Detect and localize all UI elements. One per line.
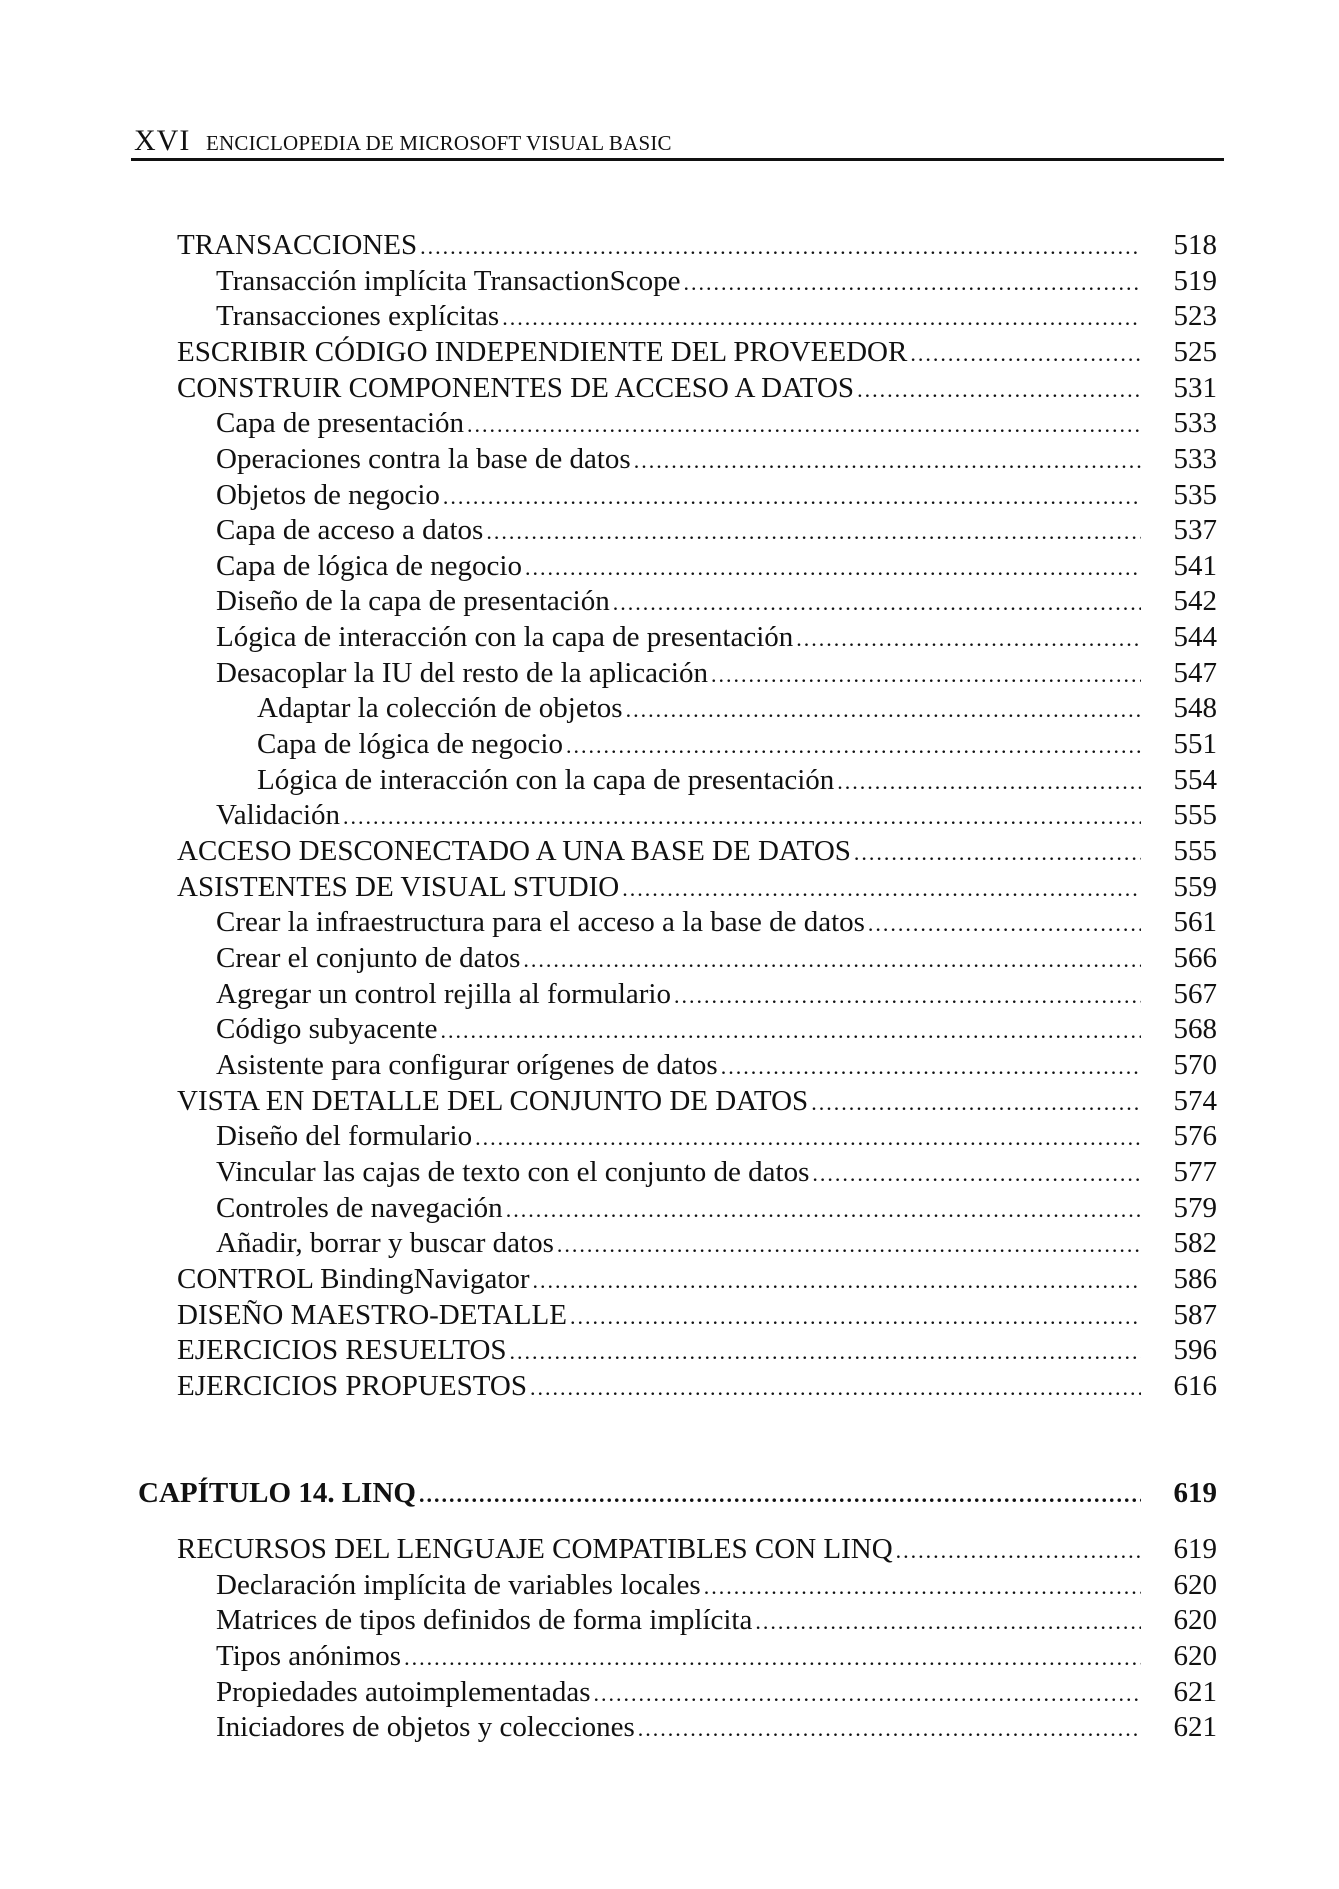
toc-entry-label: Añadir, borrar y buscar datos — [216, 1227, 554, 1259]
toc-entry — [177, 370, 1217, 406]
dot-leader — [721, 1049, 1141, 1085]
toc-entry-label: Agregar un control rejilla al formulario — [216, 978, 671, 1010]
toc-entry-page: 620 — [1173, 1640, 1217, 1672]
toc-entry — [216, 1154, 1217, 1190]
toc-entry-label: Desacoplar la IU del resto de la aplicación — [216, 657, 708, 689]
toc-entry-label: EJERCICIOS RESUELTOS — [177, 1334, 507, 1366]
toc-entry-page: 596 — [1173, 1334, 1217, 1366]
toc-entry-label: Transacción implícita TransactionScope — [216, 265, 681, 297]
toc-entry-label: CONSTRUIR COMPONENTES DE ACCESO A DATOS — [177, 372, 855, 404]
dot-leader — [525, 550, 1141, 586]
dot-leader — [419, 1477, 1141, 1513]
toc-entry-label: Capa de lógica de negocio — [216, 550, 522, 582]
toc-entry-page: 568 — [1173, 1013, 1217, 1045]
dot-leader — [557, 1227, 1141, 1263]
dot-leader — [467, 407, 1141, 443]
toc-entry — [257, 726, 1217, 762]
toc-entry-page: 523 — [1173, 300, 1217, 332]
toc-entry-label: CAPÍTULO 14. LINQ — [138, 1477, 416, 1509]
running-title: ENCICLOPEDIA DE MICROSOFT VISUAL BASIC — [206, 131, 672, 155]
toc-entry-page: 586 — [1173, 1263, 1217, 1295]
toc-entry-page: 535 — [1173, 479, 1217, 511]
dot-leader — [420, 229, 1141, 265]
dot-leader — [530, 1370, 1141, 1406]
toc-entry-label: DISEÑO MAESTRO-DETALLE — [177, 1299, 567, 1331]
dot-leader — [626, 692, 1141, 728]
toc-entry-label: Diseño de la capa de presentación — [216, 585, 610, 617]
toc-entry-page: 621 — [1173, 1711, 1217, 1743]
toc-entry — [216, 940, 1217, 976]
toc-entry-label: EJERCICIOS PROPUESTOS — [177, 1370, 527, 1402]
dot-leader — [566, 728, 1141, 764]
toc-entry-page: 574 — [1173, 1085, 1217, 1117]
dot-leader — [896, 1533, 1141, 1569]
dot-leader — [857, 372, 1141, 408]
dot-leader — [674, 978, 1141, 1014]
dot-leader — [704, 1569, 1141, 1605]
toc-entry-label: Capa de lógica de negocio — [257, 728, 563, 760]
toc-entry-page: 579 — [1173, 1192, 1217, 1224]
toc-entry-page: 547 — [1173, 657, 1217, 689]
toc-entry-page: 533 — [1173, 443, 1217, 475]
toc-entry-page: 619 — [1173, 1477, 1217, 1509]
toc-entry-page: 555 — [1173, 799, 1217, 831]
toc-entry-label: Objetos de negocio — [216, 479, 440, 511]
toc-entry — [177, 869, 1217, 905]
dot-leader — [343, 799, 1141, 835]
toc-entry-label: TRANSACCIONES — [177, 229, 418, 261]
toc-entry-label: Transacciones explícitas — [216, 300, 500, 332]
dot-leader — [593, 1676, 1141, 1712]
toc-entry — [216, 1047, 1217, 1083]
dot-leader — [854, 835, 1141, 871]
toc-entry-label: ACCESO DESCONECTADO A UNA BASE DE DATOS — [177, 835, 851, 867]
toc-entry-page: 616 — [1173, 1370, 1217, 1402]
toc-entry — [216, 1225, 1217, 1261]
toc-entry-page: 544 — [1173, 621, 1217, 653]
dot-leader — [443, 479, 1141, 515]
toc-entry-label: RECURSOS DEL LENGUAJE COMPATIBLES CON LINQ — [177, 1533, 893, 1565]
toc-entry-page: 559 — [1173, 871, 1217, 903]
toc-entry — [177, 1368, 1217, 1404]
toc-entry — [216, 548, 1217, 584]
dot-leader — [622, 871, 1141, 907]
toc-entry-label: Declaración implícita de variables locales — [216, 1569, 701, 1601]
toc-entry-page: 561 — [1173, 906, 1217, 938]
toc-entry — [216, 1709, 1217, 1745]
dot-leader — [796, 621, 1141, 657]
dot-leader — [638, 1711, 1141, 1747]
toc-entry — [216, 655, 1217, 691]
toc-entry-label: Lógica de interacción con la capa de presentación — [257, 764, 835, 796]
toc-entry — [216, 1011, 1217, 1047]
toc-entry-label: Adaptar la colección de objetos — [257, 692, 623, 724]
toc-entry — [216, 976, 1217, 1012]
toc-entry-label: Crear la infraestructura para el acceso a la base de datos — [216, 906, 865, 938]
dot-leader — [812, 1156, 1141, 1192]
dot-leader — [440, 1013, 1141, 1049]
toc-entry — [216, 405, 1217, 441]
toc-entry-label: Iniciadores de objetos y colecciones — [216, 1711, 635, 1743]
toc-entry-label: ASISTENTES DE VISUAL STUDIO — [177, 871, 620, 903]
toc-entry-label: Vincular las cajas de texto con el conjunto de datos — [216, 1156, 810, 1188]
toc-entry-page: 554 — [1173, 764, 1217, 796]
toc-entry — [177, 334, 1217, 370]
toc-entry-page: 525 — [1173, 336, 1217, 368]
toc-entry-page: 519 — [1173, 265, 1217, 297]
toc-entry — [216, 797, 1217, 833]
toc-entry — [216, 583, 1217, 619]
toc-entry-page: 587 — [1173, 1299, 1217, 1331]
toc-entry — [216, 1602, 1217, 1638]
toc-entry — [216, 1118, 1217, 1154]
dot-leader — [523, 942, 1141, 978]
toc-entry — [216, 619, 1217, 655]
toc-entry-page: 537 — [1173, 514, 1217, 546]
toc-entry-page: 567 — [1173, 978, 1217, 1010]
toc-entry — [216, 1674, 1217, 1710]
toc-entry — [216, 477, 1217, 513]
toc-entry — [177, 1297, 1217, 1333]
toc-entry-page: 555 — [1173, 835, 1217, 867]
dot-leader — [475, 1120, 1141, 1156]
dot-leader — [811, 1085, 1141, 1121]
toc-entry-label: Controles de navegación — [216, 1192, 503, 1224]
toc-entry-page: 582 — [1173, 1227, 1217, 1259]
toc-entry-label: Asistente para configurar orígenes de datos — [216, 1049, 718, 1081]
toc-entry-page: 551 — [1173, 728, 1217, 760]
dot-leader — [502, 300, 1141, 336]
dot-leader — [711, 657, 1141, 693]
dot-leader — [486, 514, 1141, 550]
dot-leader — [570, 1299, 1141, 1335]
toc-entry — [177, 833, 1217, 869]
toc-entry-page: 531 — [1173, 372, 1217, 404]
toc-entry-label: Matrices de tipos definidos de forma implícita — [216, 1604, 753, 1636]
toc-entry — [177, 227, 1217, 263]
toc-entry-page: 518 — [1173, 229, 1217, 261]
toc-entry-page: 619 — [1173, 1533, 1217, 1565]
toc-entry-page: 620 — [1173, 1604, 1217, 1636]
dot-leader — [837, 764, 1141, 800]
dot-leader — [755, 1604, 1141, 1640]
toc-entry — [216, 904, 1217, 940]
toc-entry — [216, 263, 1217, 299]
page-header — [131, 118, 1224, 161]
toc-entry-label: Lógica de interacción con la capa de presentación — [216, 621, 794, 653]
toc-entry-page: 533 — [1173, 407, 1217, 439]
toc-entry — [177, 1261, 1217, 1297]
toc-entry — [257, 690, 1217, 726]
toc-entry-label: Crear el conjunto de datos — [216, 942, 521, 974]
dot-leader — [868, 906, 1141, 942]
toc-entry-page: 548 — [1173, 692, 1217, 724]
toc-entry — [216, 1190, 1217, 1226]
toc-entry-label: Capa de acceso a datos — [216, 514, 484, 546]
toc-entry-label: Tipos anónimos — [216, 1640, 402, 1672]
toc-entry-label: ESCRIBIR CÓDIGO INDEPENDIENTE DEL PROVEEDOR — [177, 336, 908, 368]
toc-entry-page: 620 — [1173, 1569, 1217, 1601]
dot-leader — [533, 1263, 1141, 1299]
toc-entry-page: 576 — [1173, 1120, 1217, 1152]
dot-leader — [510, 1334, 1141, 1370]
toc-entry-page: 542 — [1173, 585, 1217, 617]
toc-entry-page: 570 — [1173, 1049, 1217, 1081]
toc-entry-label: Código subyacente — [216, 1013, 438, 1045]
toc-entry — [216, 1567, 1217, 1603]
toc-entry-page: 621 — [1173, 1676, 1217, 1708]
toc-entry-label: Propiedades autoimplementadas — [216, 1676, 591, 1708]
chapter-heading — [138, 1475, 1217, 1511]
toc-entry — [177, 1332, 1217, 1368]
page-number: XVI — [134, 124, 191, 157]
dot-leader — [683, 265, 1141, 301]
toc-entry — [257, 762, 1217, 798]
toc-entry-label: CONTROL BindingNavigator — [177, 1263, 530, 1295]
toc-entry-page: 541 — [1173, 550, 1217, 582]
toc-entry — [177, 1083, 1217, 1119]
dot-leader — [910, 336, 1141, 372]
dot-leader — [613, 585, 1141, 621]
toc-entry — [216, 512, 1217, 548]
toc-entry — [177, 1531, 1217, 1567]
toc-entry-label: Diseño del formulario — [216, 1120, 473, 1152]
toc-entry-label: VISTA EN DETALLE DEL CONJUNTO DE DATOS — [177, 1085, 809, 1117]
toc-entry — [216, 1638, 1217, 1674]
toc-entry-label: Validación — [216, 799, 341, 831]
toc-entry-page: 566 — [1173, 942, 1217, 974]
toc-entry-page: 577 — [1173, 1156, 1217, 1188]
dot-leader — [634, 443, 1141, 479]
toc-entry-label: Capa de presentación — [216, 407, 465, 439]
toc-entry-label: Operaciones contra la base de datos — [216, 443, 631, 475]
toc-entry — [216, 441, 1217, 477]
toc-entry — [216, 298, 1217, 334]
dot-leader — [506, 1192, 1141, 1228]
dot-leader — [404, 1640, 1141, 1676]
